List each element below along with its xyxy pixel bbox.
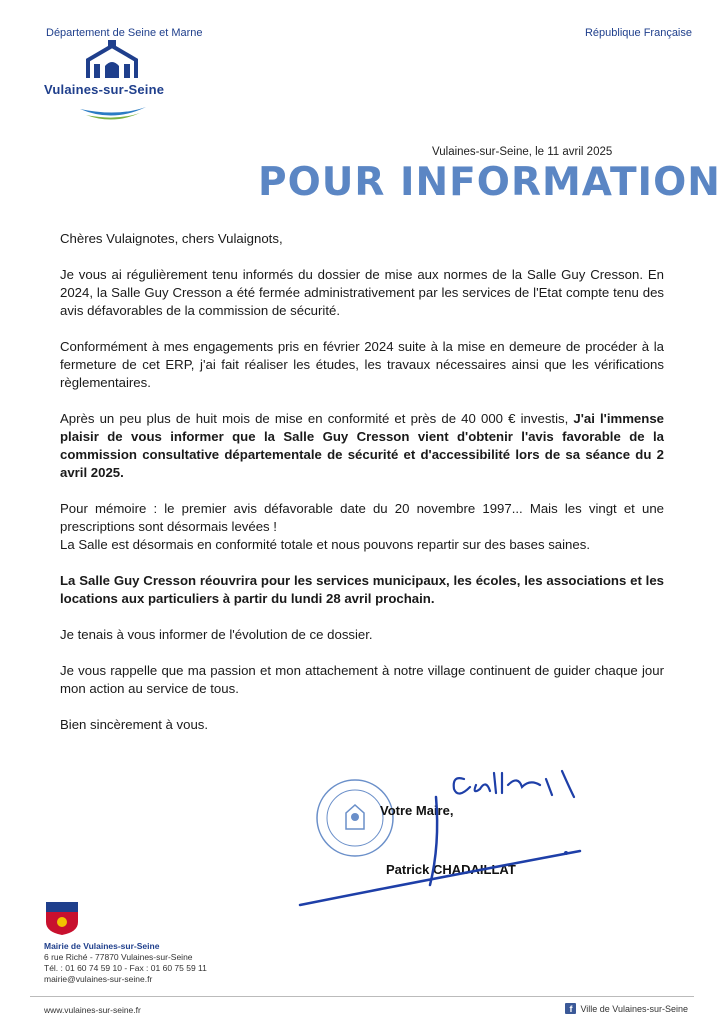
facebook-label: Ville de Vulaines-sur-Seine [580, 1003, 688, 1014]
signature-block [290, 765, 620, 915]
footer-org-name: Mairie de Vulaines-sur-Seine [44, 941, 160, 951]
footer-email[interactable]: mairie@vulaines-sur-seine.fr [44, 974, 153, 984]
page-title: POUR INFORMATION [258, 160, 721, 205]
paragraph-3-plain: Après un peu plus de huit mois de mise en conformité et près de 40 000 € investis, [60, 411, 574, 426]
footer-phone: Tél. : 01 60 74 59 10 - Fax : 01 60 75 59 11 [44, 963, 207, 973]
paragraph-3-bold: J'ai l'immense plaisir de vous informer que la Salle Guy Cresson vient d'obtenir l'avis favorable de la commission consultative départementale de sécurité et d'accessibilité lors de sa séance du 2 avril 2025. [60, 411, 664, 480]
paragraph-3 [60, 410, 664, 482]
footer-divider [30, 996, 694, 997]
town-hall-logo-icon [80, 40, 144, 80]
dateline: Vulaines-sur-Seine, le 11 avril 2025 [432, 146, 613, 158]
footer-website-link[interactable]: www.vulaines-sur-seine.fr [44, 1005, 141, 1015]
paragraph-7: Je vous rappelle que ma passion et mon attachement à notre village continuent de guider chaque jour mon action au service de tous. [60, 663, 664, 696]
footer-address [44, 941, 207, 985]
greeting: Chères Vulaignotes, chers Vulaignots, [60, 231, 283, 246]
paragraph-5-bold: La Salle Guy Cresson réouvrira pour les services municipaux, les écoles, les associations et les locations aux particuliers à partir du lundi 28 avril prochain. [60, 573, 664, 606]
town-crest-icon [44, 900, 80, 936]
paragraph-5 [60, 572, 664, 608]
republic-label: République Française [584, 27, 692, 39]
closing: Bien sincèrement à vous. [60, 717, 209, 732]
letter-body [60, 230, 664, 752]
footer-street: 6 rue Riché - 77870 Vulaines-sur-Seine [44, 952, 193, 962]
footer-facebook-link[interactable] [565, 1003, 688, 1014]
paragraph-1: Je vous ai régulièrement tenu informés du dossier de mise aux normes de la Salle Guy Cresson. En 2024, la Salle Guy Cresson a été fermée administrativement par les services de l'Etat compte tenu des avis défavorables de la commission de sécurité. [60, 267, 664, 318]
paragraph-4a: Pour mémoire : le premier avis défavorable date du 20 novembre 1997... Mais les vingt et une prescriptions sont désormais levées ! [60, 501, 664, 534]
paragraph-6: Je tenais à vous informer de l'évolution de ce dossier. [60, 627, 373, 642]
handwritten-signature-icon [290, 765, 620, 915]
department-label: Département de Seine et Marne [46, 27, 203, 39]
river-wave-logo-icon [78, 103, 148, 123]
paragraph-4b: La Salle est désormais en conformité totale et nous pouvons repartir sur des bases saines. [60, 537, 590, 552]
signature-name: Patrick CHADAILLAT [386, 862, 516, 877]
town-name: Vulaines-sur-Seine [44, 82, 165, 97]
paragraph-2: Conformément à mes engagements pris en février 2024 suite à la mise en demeure de procéder à la fermeture de cet ERP, j'ai fait réaliser les études, les travaux nécessaires ainsi que les vérifications règlementaires. [60, 339, 664, 390]
signature-role: Votre Maire, [380, 803, 454, 818]
facebook-icon: f [565, 1003, 576, 1014]
